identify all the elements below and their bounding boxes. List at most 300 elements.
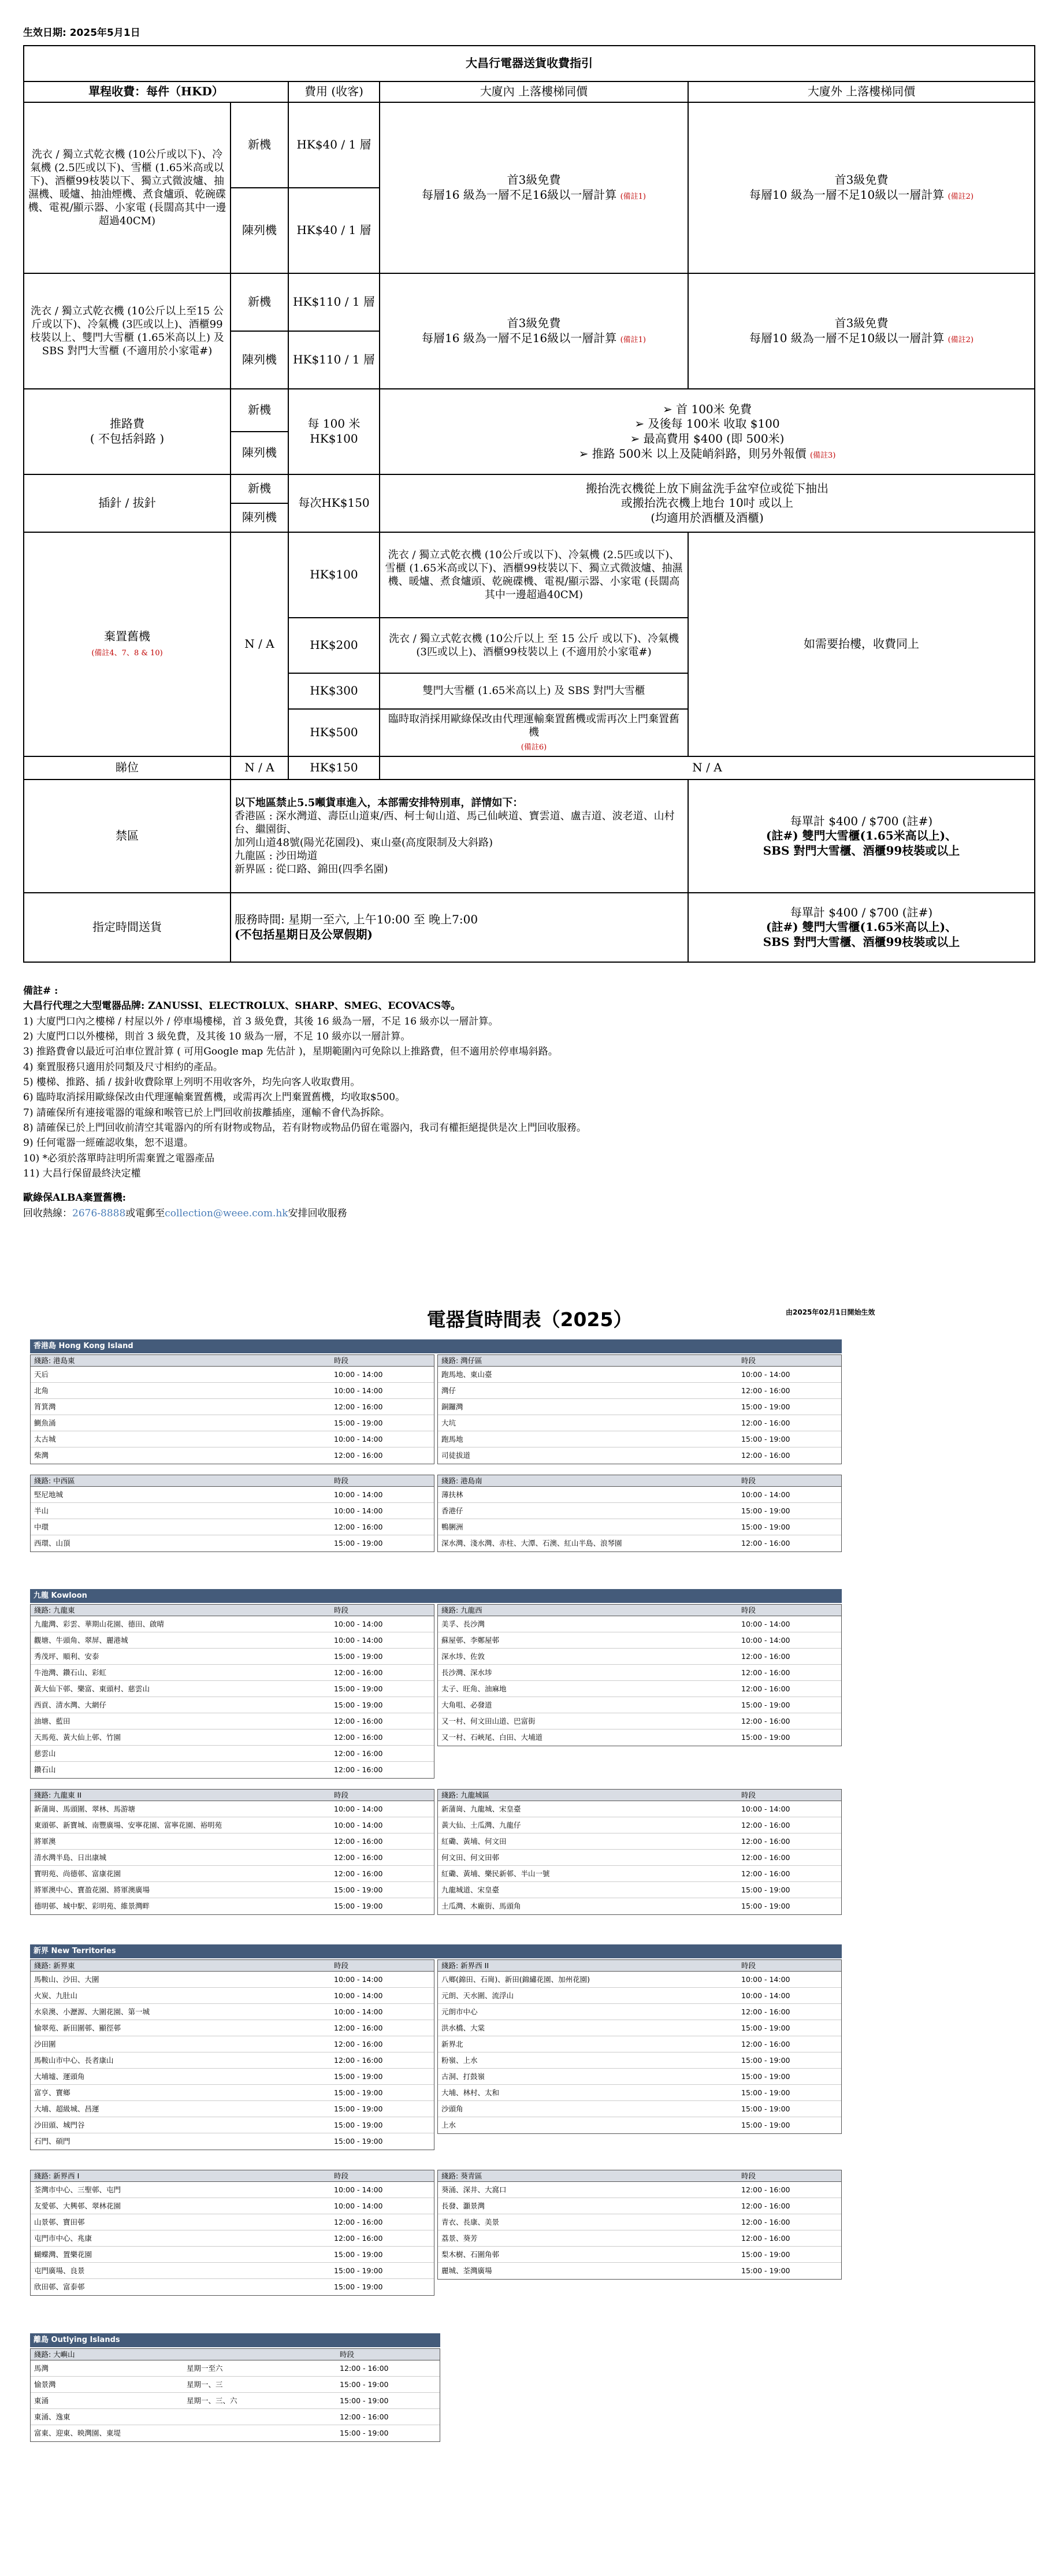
slope-label: 睇位	[24, 756, 231, 780]
route-row	[438, 1431, 841, 1447]
time-slot: 15:00 - 19:00	[741, 1506, 790, 1515]
recycle-fee-2: HK$200	[288, 618, 380, 673]
time-slot: 15:00 - 19:00	[741, 2088, 790, 2097]
route-header	[31, 2349, 440, 2360]
time-slot: 10:00 - 14:00	[334, 1370, 383, 1379]
route-row	[31, 2020, 434, 2036]
area-name: 長發、灝景灣	[441, 2202, 485, 2210]
area-name: 洪水橋、大棠	[441, 2024, 485, 2032]
time-slot: 12:00 - 16:00	[741, 2234, 790, 2243]
slope-fee: HK$150	[288, 756, 380, 780]
area-name: 土瓜灣、木廠街、馬頭角	[441, 1902, 521, 1910]
area-name: 古洞、打鼓嶺	[441, 2072, 485, 2081]
area-name: 黃大仙下邨、樂富、東頭村、慈雲山	[34, 1684, 150, 1693]
time-slot: 12:00 - 16:00	[741, 1821, 790, 1829]
area-name: 沙田圍	[34, 2040, 56, 2048]
display-label: 陳列機	[231, 331, 288, 389]
area-name: 新蒲崗、馬頭圍、翠林、馬游塘	[34, 1805, 136, 1813]
time-slot: 12:00 - 16:00	[334, 2040, 383, 2048]
time-slot: 12:00 - 16:00	[741, 2007, 790, 2016]
route-row	[438, 1649, 841, 1665]
route-block	[437, 1354, 842, 1464]
zone-details: 以下地區禁止5.5噸貨車進入，本部需安排特別車，詳情如下： 香港區 : 深水灣道、壽臣山道東/西、柯士甸山道、馬己仙峽道、寶雲道、盧吉道、波老道、山村台、繼園街、 加列山道48號(陽光花園段)、東山臺(高度限制及大斜路) 九龍區 : 沙田坳道 新界區 : 從口路、錦田(四季名園)	[231, 780, 688, 893]
time-slot: 12:00 - 16:00	[334, 2024, 383, 2032]
area-name: 天后	[34, 1370, 49, 1379]
new-label: 新機	[231, 273, 288, 331]
route-row	[31, 1697, 434, 1713]
area-name: 大坑	[441, 1419, 456, 1427]
area-name: 油塘、藍田	[34, 1717, 70, 1725]
time-slot: 10:00 - 14:00	[334, 1620, 383, 1628]
display-label: 陳列機	[231, 188, 288, 273]
area-name: 愉翠苑、新田圍邨、顯徑邨	[34, 2024, 121, 2032]
route-row	[438, 1866, 841, 1882]
time-slot: 15:00 - 19:00	[741, 2121, 790, 2129]
time-column-header: 時段	[334, 1961, 349, 1970]
area-name: 美孚、長沙灣	[441, 1620, 485, 1628]
time-slot: 12:00 - 16:00	[741, 1668, 790, 1677]
route-row	[31, 2279, 434, 2295]
header-fee: 費用 (收客)	[288, 81, 380, 102]
area-name: 司徒拔道	[441, 1451, 471, 1460]
group1-description: 洗衣 / 獨立式乾衣機 (10公斤或以下)、冷氣機 (2.5匹或以下)、雪櫃 (1.65米高或以下)、酒櫃99枝裝以下、獨立式微波爐、抽濕機、暖爐、抽油煙機、煮食爐頭、乾碗碟機、電視/顯示器、小家電 (長闊高其中一邊超過40CM)	[24, 102, 231, 273]
route-row	[438, 1898, 841, 1914]
route-row	[31, 2425, 440, 2441]
route-name: 綫路: 港島南	[441, 1476, 482, 1485]
route-name: 綫路: 中西區	[34, 1476, 75, 1485]
time-column-header: 時段	[741, 1791, 756, 1799]
time-slot: 12:00 - 16:00	[741, 2040, 790, 2048]
route-row	[438, 1972, 841, 1988]
time-slot: 15:00 - 19:00	[334, 2121, 383, 2129]
area-name: 將軍澳中心、寶盈花園、將軍澳廣場	[34, 1885, 150, 1894]
area-name: 八鄉(錦田、石崗)、新田(錦繡花園、加州花園)	[441, 1975, 590, 1984]
area-name: 屯門廣場、良景	[34, 2266, 85, 2275]
route-row	[31, 2117, 434, 2133]
zone-label: 禁區	[24, 780, 231, 893]
time-slot: 15:00 - 19:00	[741, 2104, 790, 2113]
area-name: 石門、碩門	[34, 2137, 70, 2146]
timetable-effective: 由2025年02月1日開始生效	[786, 1308, 875, 1316]
area-name: 半山	[34, 1506, 49, 1515]
route-row	[438, 2004, 841, 2020]
time-slot: 10:00 - 14:00	[334, 1991, 383, 2000]
time-slot: 15:00 - 19:00	[741, 1523, 790, 1531]
time-slot: 15:00 - 19:00	[334, 1684, 383, 1693]
time-slot: 12:00 - 16:00	[334, 1451, 383, 1460]
route-row	[31, 2101, 434, 2117]
route-row	[31, 1487, 434, 1503]
route-row	[438, 1632, 841, 1649]
route-row	[438, 2198, 841, 2214]
email-link[interactable]: collection@weee.com.hk	[165, 1207, 288, 1219]
route-block	[30, 1354, 434, 1464]
route-block	[437, 1604, 842, 1746]
recycle-fee-1: HK$100	[288, 532, 380, 618]
time-slot: 12:00 - 16:00	[334, 2218, 383, 2226]
route-row	[438, 1850, 841, 1866]
slope-na: N / A	[231, 756, 288, 780]
route-block	[30, 1789, 434, 1915]
time-slot: 15:00 - 19:00	[334, 1902, 383, 1910]
group2-outside: 首3級免費 每層10 級為一層不足10級以一層計算 (備註2)	[688, 273, 1035, 389]
area-name: 友愛邨、大興邨、翠林花園	[34, 2202, 121, 2210]
route-block	[30, 1604, 434, 1779]
route-header	[438, 1960, 841, 1972]
route-row	[438, 1713, 841, 1729]
push-rules: ➢ 首 100米 免費 ➢ 及後每 100米 收取 $100 ➢ 最高費用 $400 (即 500米) ➢ 推路 500米 以上及陡峭斜路，則另外報價 (備註3)	[380, 389, 1035, 474]
route-header	[438, 1355, 841, 1367]
time-slot: 12:00 - 16:00	[334, 1668, 383, 1677]
area-name: 荃灣市中心、三聖邨、屯門	[34, 2185, 121, 2194]
time-slot: 15:00 - 19:00	[741, 2024, 790, 2032]
area-name: 水泉澳、小瀝源、大圍花園、第一城	[34, 2007, 150, 2016]
route-row	[31, 2263, 434, 2279]
time-column-header: 時段	[334, 2172, 349, 2180]
route-header	[31, 1605, 434, 1616]
region-header: 新界 New Territories	[30, 1944, 842, 1958]
time-slot: 15:00 - 19:00	[334, 1419, 383, 1427]
route-row	[438, 2085, 841, 2101]
area-name: 富亨、寶鄉	[34, 2088, 70, 2097]
time-slot: 12:00 - 16:00	[334, 1402, 383, 1411]
time-slot: 10:00 - 14:00	[741, 1620, 790, 1628]
route-block	[30, 2348, 440, 2442]
time-slot: 15:00 - 19:00	[340, 2380, 389, 2389]
route-block	[437, 1789, 842, 1915]
route-row	[31, 1713, 434, 1729]
area-name: 大埔墟、運頭角	[34, 2072, 85, 2081]
area-name: 銅鑼灣	[441, 1402, 463, 1411]
time-slot: 10:00 - 14:00	[741, 1490, 790, 1499]
route-header	[31, 2170, 434, 2182]
route-row	[438, 1882, 841, 1898]
route-row	[31, 1665, 434, 1681]
time-slot: 15:00 - 19:00	[741, 2072, 790, 2081]
route-row	[31, 1415, 434, 1431]
time-slot: 12:00 - 16:00	[340, 2364, 389, 2373]
time-slot: 15:00 - 19:00	[334, 2104, 383, 2113]
area-name: 元朗、天水圍、流浮山	[441, 1991, 514, 2000]
zone-price: 每單計 $400 / $700 (註#) (註#) 雙門大雪櫃(1.65米高以上)、 SBS 對門大雪櫃、酒櫃99枝裝或以上	[688, 780, 1035, 893]
group1-inside: 首3級免費 每層16 級為一層不足16級以一層計算 (備註1)	[380, 102, 688, 273]
time-slot: 10:00 - 14:00	[741, 1991, 790, 2000]
route-block	[437, 2170, 842, 2280]
recycle-desc-1: 洗衣 / 獨立式乾衣機 (10公斤或以下)、冷氣機 (2.5匹或以下)、雪櫃 (1.65米高或以下)、酒櫃99枝裝以下、獨立式微波爐、抽濕機、暖爐、煮食爐頭、乾碗碟機、電視/顯示器、小家電 (長闊高其中一邊超過40CM)	[380, 532, 688, 618]
group1-outside: 首3級免費 每層10 級為一層不足10級以一層計算 (備註2)	[688, 102, 1035, 273]
route-header	[438, 1605, 841, 1616]
area-name: 清水灣半島、日出康城	[34, 1853, 107, 1862]
route-row	[438, 1487, 841, 1503]
area-name: 深水灣、淺水灣、赤柱、大潭、石澳、紅山半島、浪琴園	[441, 1539, 622, 1547]
route-row	[438, 1503, 841, 1519]
route-row	[438, 1681, 841, 1697]
route-row	[438, 2182, 841, 2198]
area-name: 香港仔	[441, 1506, 463, 1515]
route-block	[30, 1475, 434, 1552]
time-slot: 10:00 - 14:00	[741, 1805, 790, 1813]
new-label: 新機	[231, 474, 288, 503]
area-name: 灣仔	[441, 1386, 456, 1395]
time-slot: 15:00 - 19:00	[741, 1435, 790, 1443]
time-column-header: 時段	[741, 1606, 756, 1614]
time-column-header: 時段	[334, 1791, 349, 1799]
route-row	[31, 1399, 434, 1415]
route-row	[438, 1697, 841, 1713]
time-slot: 12:00 - 16:00	[334, 1749, 383, 1758]
route-row	[438, 1447, 841, 1464]
time-price: 每單計 $400 / $700 (註#) (註#) 雙門大雪櫃(1.65米高以上)、 SBS 對門大雪櫃、酒櫃99枝裝或以上	[688, 893, 1035, 962]
time-slot: 12:00 - 16:00	[334, 1765, 383, 1774]
route-row	[31, 2085, 434, 2101]
route-header	[438, 1475, 841, 1487]
region-header: 香港島 Hong Kong Island	[30, 1339, 842, 1353]
area-name: 沙田頭、城門谷	[34, 2121, 85, 2129]
time-slot: 12:00 - 16:00	[334, 1717, 383, 1725]
region-header: 九龍 Kowloon	[30, 1589, 842, 1603]
area-name: 麗城、荃灣廣場	[441, 2266, 492, 2275]
route-row	[31, 1431, 434, 1447]
time-slot: 12:00 - 16:00	[741, 1853, 790, 1862]
route-row	[438, 1383, 841, 1399]
area-name: 富東、迎東、映灣園、東堤	[34, 2429, 121, 2437]
time-slot: 15:00 - 19:00	[340, 2429, 389, 2437]
time-slot: 10:00 - 14:00	[741, 1975, 790, 1984]
day-of-week: 星期一、三、六	[187, 2396, 237, 2405]
area-name: 山景邨、寶田邨	[34, 2218, 85, 2226]
route-row	[31, 2052, 434, 2069]
route-row	[438, 1665, 841, 1681]
time-column-header: 時段	[340, 2350, 355, 2359]
time-slot: 10:00 - 14:00	[334, 1435, 383, 1443]
push-label: 推路費 ( 不包括斜路 )	[24, 389, 231, 474]
route-row	[31, 1866, 434, 1882]
area-name: 薄扶林	[441, 1490, 463, 1499]
time-slot: 15:00 - 19:00	[334, 2250, 383, 2259]
area-name: 慈雲山	[34, 1749, 56, 1758]
area-name: 跑馬地	[441, 1435, 463, 1443]
route-row	[438, 1833, 841, 1850]
route-row	[438, 1399, 841, 1415]
route-row	[31, 1746, 434, 1762]
route-row	[31, 1519, 434, 1535]
time-slot: 12:00 - 16:00	[741, 1451, 790, 1460]
route-row	[438, 2101, 841, 2117]
new-label: 新機	[231, 389, 288, 432]
time-slot: 15:00 - 19:00	[741, 1902, 790, 1910]
time-slot: 15:00 - 19:00	[741, 1885, 790, 1894]
time-slot: 15:00 - 19:00	[741, 1402, 790, 1411]
day-of-week: 星期一至六	[187, 2364, 223, 2373]
route-name: 綫路: 新界東	[34, 1961, 75, 1970]
time-slot: 12:00 - 16:00	[334, 2056, 383, 2065]
area-name: 太古城	[34, 1435, 56, 1443]
route-row	[438, 1535, 841, 1551]
route-name: 綫路: 灣仔區	[441, 1356, 482, 1365]
time-slot: 12:00 - 16:00	[334, 2234, 383, 2243]
area-name: 馬灣	[34, 2364, 49, 2373]
time-column-header: 時段	[741, 2172, 756, 2180]
route-row	[31, 2069, 434, 2085]
route-row	[31, 1801, 434, 1817]
route-row	[31, 1817, 434, 1833]
time-slot: 15:00 - 19:00	[334, 2266, 383, 2275]
group2-inside: 首3級免費 每層16 級為一層不足16級以一層計算 (備註1)	[380, 273, 688, 389]
fee-table-title: 大昌行電器送貨收費指引	[24, 46, 1035, 81]
area-name: 愉景灣	[34, 2380, 56, 2389]
time-slot: 12:00 - 16:00	[741, 1837, 790, 1846]
area-name: 秀茂坪、順利、安泰	[34, 1652, 99, 1661]
time-slot: 15:00 - 19:00	[334, 2137, 383, 2146]
header-outside: 大廈外 上落樓梯同價	[688, 81, 1035, 102]
area-name: 欣田邨、富泰邨	[34, 2282, 85, 2291]
area-name: 大埔、超級城、昌運	[34, 2104, 99, 2113]
hoist-label: 插針 / 拔針	[24, 474, 231, 532]
area-name: 沙頭角	[441, 2104, 463, 2113]
area-name: 東頭邨、新寶城、南豐廣場、安寧花園、富寧花園、裕明苑	[34, 1821, 222, 1829]
area-name: 新蒲崗、九龍城、宋皇臺	[441, 1805, 521, 1813]
route-name: 綫路: 九龍東	[34, 1606, 75, 1614]
route-row	[31, 2004, 434, 2020]
route-name: 綫路: 新界西 I	[34, 2172, 80, 2180]
time-slot: 15:00 - 19:00	[334, 2282, 383, 2291]
time-details: 服務時間: 星期一至六, 上午10:00 至 晚上7:00 (不包括星期日及公眾假期)	[231, 893, 688, 962]
area-name: 西貢、清水灣、大網仔	[34, 1701, 107, 1709]
area-name: 鑽石山	[34, 1765, 56, 1774]
area-name: 元朗市中心	[441, 2007, 478, 2016]
slope-na-span: N / A	[380, 756, 1035, 780]
time-slot: 15:00 - 19:00	[741, 2056, 790, 2065]
route-row	[31, 2247, 434, 2263]
recycle-desc-4: 臨時取消採用歐綠保改由代理運輸棄置舊機或需再次上門棄置舊機 (備註6)	[380, 709, 688, 756]
time-slot: 10:00 - 14:00	[334, 1506, 383, 1515]
time-slot: 12:00 - 16:00	[741, 1717, 790, 1725]
time-slot: 10:00 - 14:00	[334, 1636, 383, 1645]
area-name: 寶明苑、尚德邨、富康花園	[34, 1869, 121, 1878]
area-name: 蝴蝶灣、置樂花園	[34, 2250, 92, 2259]
route-row	[438, 1519, 841, 1535]
route-row	[31, 1535, 434, 1551]
area-name: 堅尼地城	[34, 1490, 64, 1499]
route-name: 綫路: 新界西 II	[441, 1961, 489, 1970]
area-name: 筲箕灣	[34, 1402, 56, 1411]
route-block	[437, 1959, 842, 2134]
route-block	[30, 2170, 434, 2296]
time-slot: 12:00 - 16:00	[741, 1386, 790, 1395]
delivery-fee-table	[23, 45, 1035, 963]
time-column-header: 時段	[334, 1476, 349, 1485]
time-slot: 10:00 - 14:00	[334, 1386, 383, 1395]
area-name: 馬鞍山、沙田、大圍	[34, 1975, 99, 1984]
area-name: 梨木樹、石圍角邨	[441, 2250, 500, 2259]
time-column-header: 時段	[741, 1961, 756, 1970]
area-name: 將軍澳	[34, 1837, 56, 1846]
route-row	[438, 2117, 841, 2133]
region-header: 離島 Outlying Islands	[30, 2333, 440, 2347]
route-row	[31, 2198, 434, 2214]
area-name: 北角	[34, 1386, 49, 1395]
route-name: 綫路: 九龍東 II	[34, 1791, 82, 1799]
header-inside: 大廈內 上落樓梯同價	[380, 81, 688, 102]
area-name: 大埔、林村、太和	[441, 2088, 500, 2097]
time-slot: 10:00 - 14:00	[334, 1805, 383, 1813]
time-slot: 15:00 - 19:00	[334, 2088, 383, 2097]
area-name: 長沙灣、深水埗	[441, 1668, 492, 1677]
display-label: 陳列機	[231, 432, 288, 474]
area-name: 九龍城道、宋皇臺	[441, 1885, 500, 1894]
time-slot: 15:00 - 19:00	[334, 2072, 383, 2081]
route-row	[438, 2036, 841, 2052]
time-column-header: 時段	[741, 1356, 756, 1365]
header-unit: 單程收費：每件（HKD）	[24, 81, 288, 102]
group1-fee-display: HK$40 / 1 層	[288, 188, 380, 273]
time-slot: 12:00 - 16:00	[340, 2412, 389, 2421]
route-name: 綫路: 葵青區	[441, 2172, 482, 2180]
area-name: 火炭、九肚山	[34, 1991, 78, 2000]
route-name: 綫路: 大嶼山	[34, 2350, 75, 2359]
route-name: 綫路: 港島東	[34, 1356, 75, 1365]
time-slot: 10:00 - 14:00	[334, 2202, 383, 2210]
route-row	[31, 1882, 434, 1898]
area-name: 西環、山頂	[34, 1539, 70, 1547]
route-row	[438, 2214, 841, 2230]
area-name: 葵涌、深井、大窩口	[441, 2185, 507, 2194]
time-slot: 15:00 - 19:00	[334, 1539, 383, 1547]
recycle-desc-3: 雙門大雪櫃 (1.65米高以上) 及 SBS 對門大雪櫃	[380, 673, 688, 709]
group2-description: 洗衣 / 獨立式乾衣機 (10公斤以上至15 公斤或以下)、冷氣機 (3匹或以上)、酒櫃99枝裝以上、雙門大雪櫃 (1.65米高以上) 及 SBS 對門大雪櫃 (不適用於小家電#)	[24, 273, 231, 389]
effective-date: 生效日期: 2025年5月1日	[23, 27, 140, 39]
route-row	[31, 1988, 434, 2004]
time-column-header: 時段	[334, 1356, 349, 1365]
display-label: 陳列機	[231, 503, 288, 532]
area-name: 馬鞍山市中心、長者康山	[34, 2056, 114, 2065]
area-name: 太子、旺角、油麻地	[441, 1684, 507, 1693]
area-name: 天馬苑、黃大仙上邨、竹園	[34, 1733, 121, 1742]
group1-fee-new: HK$40 / 1 層	[288, 102, 380, 188]
route-row	[31, 1850, 434, 1866]
push-fee: 每 100 米 HK$100	[288, 389, 380, 474]
time-slot: 12:00 - 16:00	[741, 1869, 790, 1878]
route-row	[31, 2393, 440, 2409]
route-row	[31, 1762, 434, 1778]
time-slot: 12:00 - 16:00	[334, 1837, 383, 1846]
route-row	[31, 1681, 434, 1697]
area-name: 牛池灣、鑽石山、彩虹	[34, 1668, 107, 1677]
time-column-header: 時段	[334, 1606, 349, 1614]
time-slot: 15:00 - 19:00	[334, 1652, 383, 1661]
area-name: 紅磡、黃埔、何文田	[441, 1837, 507, 1846]
hotline-link[interactable]: 2676-8888	[72, 1207, 126, 1219]
route-row	[438, 2247, 841, 2263]
time-slot: 15:00 - 19:00	[741, 2250, 790, 2259]
area-name: 觀塘、牛頭角、翠屏、麗港城	[34, 1636, 128, 1645]
timetable-title: 電器貨時間表（2025）	[426, 1308, 633, 1331]
time-slot: 10:00 - 14:00	[334, 1821, 383, 1829]
hoist-fee: 每次HK$150	[288, 474, 380, 532]
area-name: 又一村、石峽尾、白田、大埔道	[441, 1733, 543, 1742]
area-name: 東涌、逸東	[34, 2412, 70, 2421]
route-header	[31, 1790, 434, 1801]
recycle-outside: 如需要抬樓，收費同上	[688, 532, 1035, 756]
time-slot: 10:00 - 14:00	[741, 1370, 790, 1379]
route-row	[31, 1972, 434, 1988]
hoist-rules: 搬抬洗衣機從上放下廁盆洗手盆窄位或從下抽出 或搬抬洗衣機上地台 10吋 或以上 (均適用於酒櫃及酒櫃)	[380, 474, 1035, 532]
time-slot: 12:00 - 16:00	[741, 1684, 790, 1693]
route-header	[438, 2170, 841, 2182]
time-slot: 12:00 - 16:00	[741, 2202, 790, 2210]
route-row	[438, 2020, 841, 2036]
route-row	[438, 1801, 841, 1817]
